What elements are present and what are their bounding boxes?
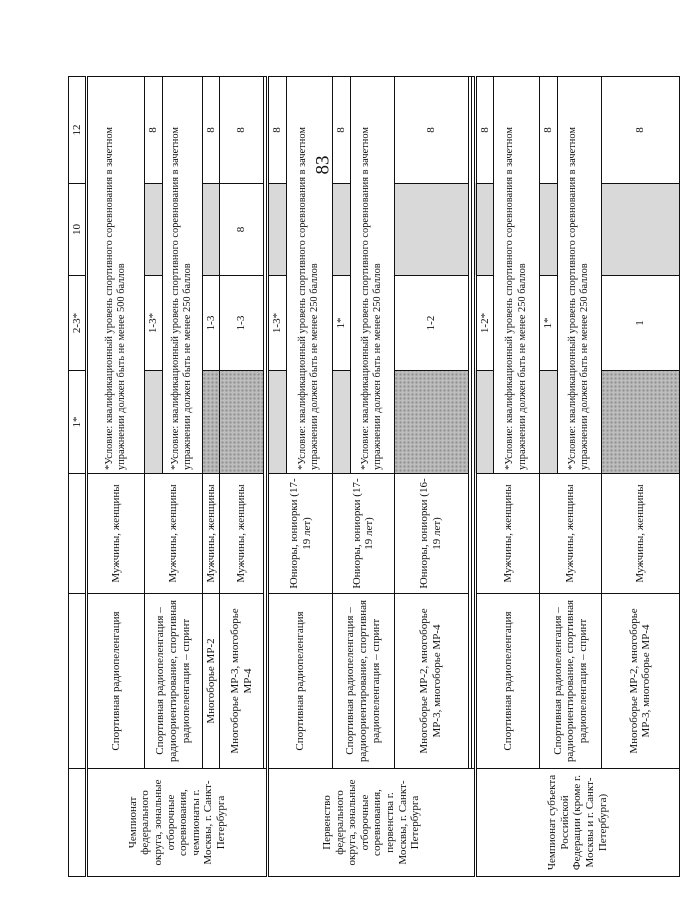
table-row [87, 77, 145, 877]
ranking-table [68, 76, 680, 877]
shaded-cell [475, 184, 494, 276]
note-cell: *Условие: квалификационный уровень спортивного соревнования в зачетном упражнении должен быть не менее 250 баллов [286, 77, 332, 474]
note-cell: *Условие: квалификационный уровень спортивного соревнования в зачетном упражнении должен быть не менее 250 баллов [350, 77, 394, 474]
table-row [332, 77, 350, 877]
value-cell: 1* [540, 276, 558, 371]
discipline-cell: Спортивная радиопеленгация – радиоориентирование, спортивная радиопеленгация – спринт [145, 594, 203, 769]
value-cell: 1-2* [475, 276, 494, 371]
shaded-cell [332, 184, 350, 276]
header-blank [69, 769, 87, 877]
value-cell: 8 [601, 77, 679, 184]
shaded-cell [268, 184, 287, 276]
participants-cell: Мужчины, женщины [601, 474, 679, 594]
participants-cell: Мужчины, женщины [220, 474, 264, 594]
note-cell: *Условие: квалификационный уровень спортивного соревнования в зачетном упражнении должен быть не менее 250 баллов [162, 77, 202, 474]
shaded-cell [601, 371, 679, 474]
discipline-cell: Спортивная радиопеленгация [475, 594, 540, 769]
table-row [268, 77, 287, 877]
value-cell: 1 [601, 276, 679, 371]
table-row [540, 77, 558, 877]
table-row [394, 77, 468, 877]
shaded-cell [202, 184, 220, 276]
note-cell: *Условие: квалификационный уровень спортивного соревнования в зачетном упражнении должен быть не менее 250 баллов [494, 77, 540, 474]
table-row [601, 77, 679, 877]
participants-cell: Мужчины, женщины [475, 474, 540, 594]
value-cell: 8 [394, 77, 468, 184]
value-cell: 8 [268, 77, 287, 184]
shaded-cell [202, 371, 220, 474]
header-blank [69, 594, 87, 769]
value-cell: 1-3 [202, 276, 220, 371]
event-cell: Чемпионат субъекта Российской Федерации (кроме г. Москвы и г. Санкт-Петербурга) [475, 769, 679, 877]
shaded-cell [220, 371, 264, 474]
value-cell: 8 [475, 77, 494, 184]
discipline-cell: Многоборье МР-3, многоборье МР-4 [220, 594, 264, 769]
rotated-table-wrapper [68, 77, 653, 877]
shaded-cell [540, 371, 558, 474]
value-cell: 1-3* [145, 276, 163, 371]
header-cell: 2-3* [69, 276, 87, 371]
value-cell: 8 [202, 77, 220, 184]
shaded-cell [145, 371, 163, 474]
discipline-cell: Многоборье МР-2, многоборье МР-3, многоборье МР-4 [601, 594, 679, 769]
table-row [202, 77, 220, 877]
participants-cell: Юниоры, юниорки (17-19 лет) [332, 474, 394, 594]
discipline-cell: Многоборье МР-2 [202, 594, 220, 769]
table-row [475, 77, 494, 877]
shaded-cell [540, 184, 558, 276]
header-blank [69, 474, 87, 594]
value-cell: 1-3 [220, 276, 264, 371]
shaded-cell [394, 184, 468, 276]
discipline-cell: Многоборье МР-2, многоборье МР-3, многоборье МР-4 [394, 594, 468, 769]
note-cell: *Условие: квалификационный уровень спортивного соревнования в зачетном упражнении должен быть не менее 250 баллов [557, 77, 601, 474]
participants-cell: Юниоры, юниорки (16-19 лет) [394, 474, 468, 594]
value-cell: 8 [220, 184, 264, 276]
discipline-cell: Спортивная радиопеленгация [268, 594, 333, 769]
header-row [69, 77, 87, 877]
value-cell: 8 [145, 77, 163, 184]
discipline-cell: Спортивная радиопеленгация – радиоориентирование, спортивная радиопеленгация – спринт [540, 594, 602, 769]
table-row [145, 77, 163, 877]
participants-cell: Мужчины, женщины [87, 474, 145, 594]
page-number: 83 [312, 155, 333, 175]
shaded-cell [332, 371, 350, 474]
participants-cell: Мужчины, женщины [202, 474, 220, 594]
shaded-cell [394, 371, 468, 474]
table-row [220, 77, 264, 877]
value-cell: 8 [220, 77, 264, 184]
header-cell: 10 [69, 184, 87, 276]
value-cell: 8 [540, 77, 558, 184]
event-cell: Первенство федерального округа, зональные отборочные соревнования, первенства г. Москвы, г. Санкт-Петербурга [268, 769, 475, 877]
participants-cell: Юниоры, юниорки (17-19 лет) [268, 474, 333, 594]
shaded-cell [475, 371, 494, 474]
shaded-cell [601, 184, 679, 276]
note-cell: *Условие: квалификационный уровень спортивного соревнования в зачетном упражнении должен быть не менее 500 баллов [87, 77, 145, 474]
event-cell: Чемпионат федерального округа, зональные отборочные соревнования, чемпионаты г. Москвы, г. Санкт-Петербурга [87, 769, 268, 877]
shaded-cell [268, 371, 287, 474]
header-cell: 1* [69, 371, 87, 474]
value-cell: 1-3* [268, 276, 287, 371]
value-cell: 1* [332, 276, 350, 371]
value-cell: 1-2 [394, 276, 468, 371]
participants-cell: Мужчины, женщины [540, 474, 602, 594]
discipline-cell: Спортивная радиопеленгация [87, 594, 145, 769]
header-cell: 12 [69, 77, 87, 184]
value-cell: 8 [332, 77, 350, 184]
discipline-cell: Спортивная радиопеленгация – радиоориентирование, спортивная радиопеленгация – спринт [332, 594, 394, 769]
shaded-cell [145, 184, 163, 276]
participants-cell: Мужчины, женщины [145, 474, 203, 594]
